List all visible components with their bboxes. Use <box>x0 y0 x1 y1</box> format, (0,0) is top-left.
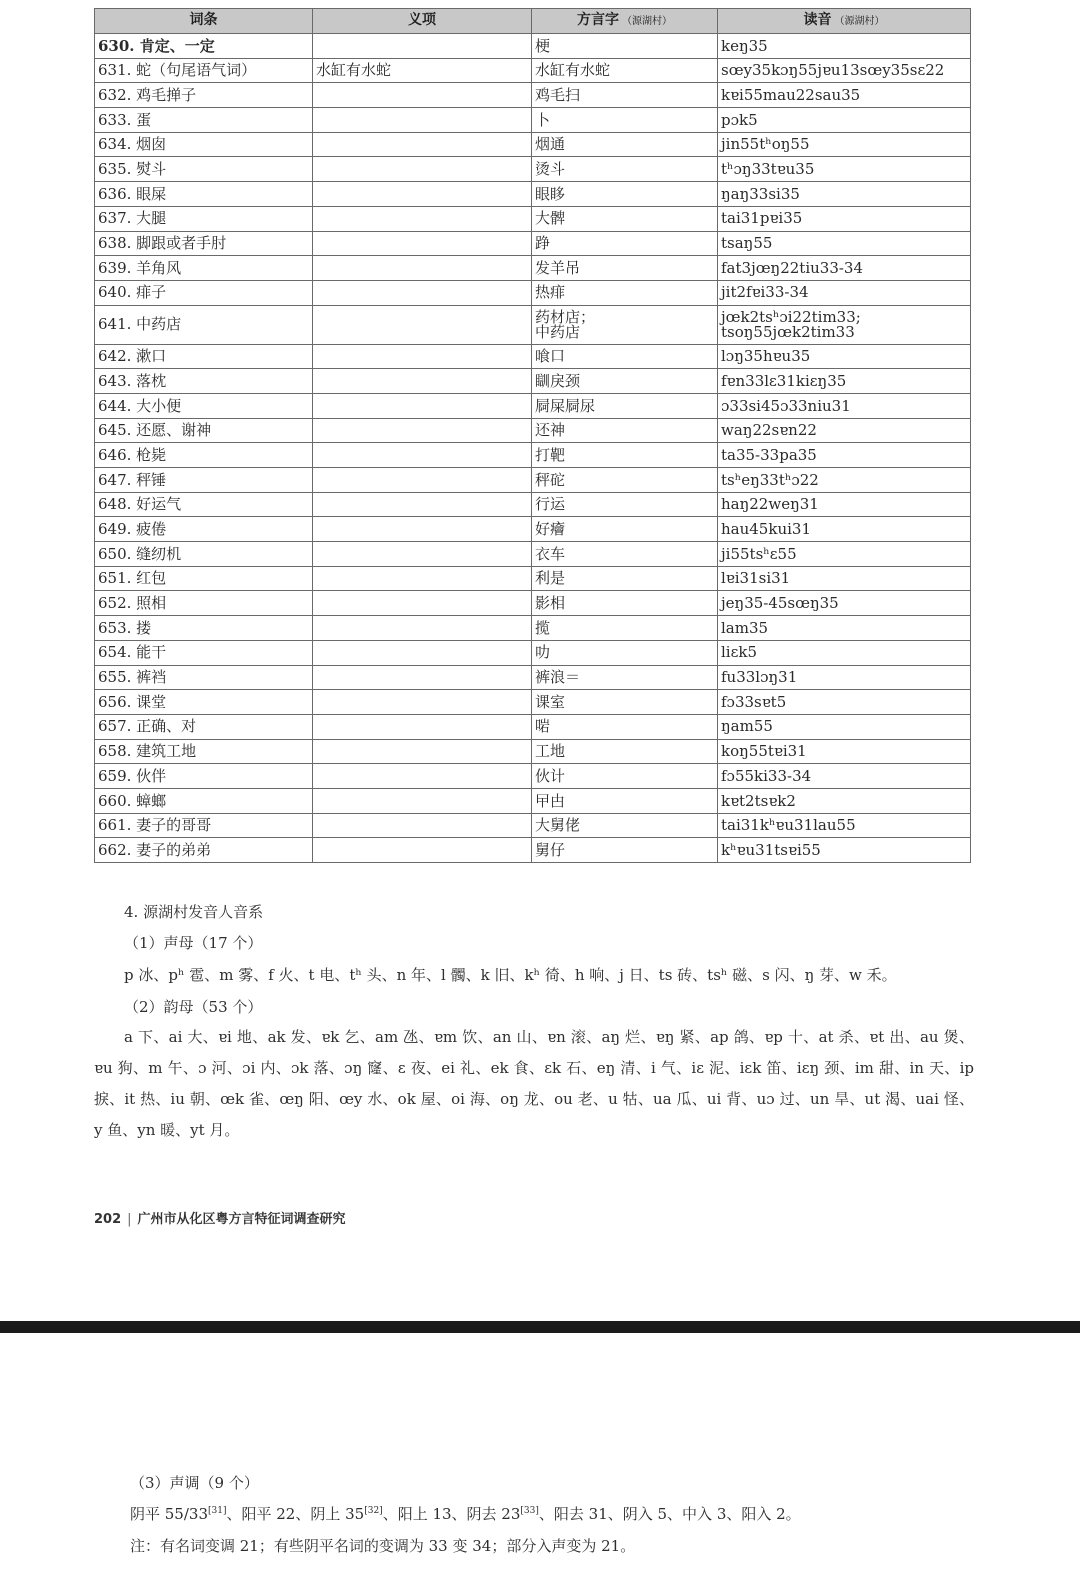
header-pronunciation-note: （源湖村） <box>834 16 885 28</box>
table-row <box>95 616 971 641</box>
cell-sense <box>313 34 532 59</box>
cell-sense <box>313 714 532 739</box>
cell-pronunciation: lɔŋ35hɐu35 <box>718 344 971 369</box>
table-row <box>95 714 971 739</box>
cell-pronunciation: lɐi31si31 <box>718 566 971 591</box>
table-row <box>95 256 971 281</box>
tones-note: 注：有名词变调 21；有些阴平名词的变调为 33 变 34；部分入声变为 21。 <box>130 1537 636 1555</box>
cell-entry: 638. 脚跟或者手肘 <box>95 231 313 256</box>
header-dialect-char-note: （源湖村） <box>622 16 672 28</box>
cell-sense <box>313 344 532 369</box>
table-row <box>95 517 971 542</box>
cell-dialect-char: 利是 <box>532 566 718 591</box>
cell-entry: 662. 妻子的弟弟 <box>95 838 313 863</box>
cell-dialect-char: 工地 <box>532 739 718 764</box>
cell-dialect-char: 还神 <box>532 418 718 443</box>
cell-entry: 639. 羊角风 <box>95 256 313 281</box>
initials-title-wrap <box>94 932 974 953</box>
cell-sense <box>313 256 532 281</box>
cell-pronunciation: tai31kʰɐu31lau55 <box>718 813 971 838</box>
cell-entry: 646. 枪毙 <box>95 443 313 468</box>
page-lower <box>0 1338 1080 1587</box>
cell-sense <box>313 231 532 256</box>
cell-sense <box>313 690 532 715</box>
cell-pronunciation: jœk2tsʰɔi22tim33; tsoŋ55jœk2tim33 <box>718 305 971 344</box>
cell-dialect-char: 踭 <box>532 231 718 256</box>
cell-entry: 648. 好运气 <box>95 492 313 517</box>
page-number: 202 <box>94 1212 122 1227</box>
cell-sense <box>313 83 532 108</box>
cell-entry: 644. 大小便 <box>95 393 313 418</box>
cell-entry: 651. 红包 <box>95 566 313 591</box>
cell-sense <box>313 443 532 468</box>
cell-entry: 630. 肯定、一定 <box>95 34 313 59</box>
table-row <box>95 739 971 764</box>
cell-sense <box>313 838 532 863</box>
cell-sense <box>313 393 532 418</box>
cell-pronunciation: ta35-33pa35 <box>718 443 971 468</box>
table-row <box>95 83 971 108</box>
table-row <box>95 788 971 813</box>
cell-entry: 634. 烟囱 <box>95 132 313 157</box>
cell-sense <box>313 182 532 207</box>
table-row <box>95 393 971 418</box>
cell-entry: 650. 缝纫机 <box>95 542 313 567</box>
cell-dialect-char: 衣车 <box>532 542 718 567</box>
cell-dialect-char: 瞓戾颈 <box>532 369 718 394</box>
table-row <box>95 157 971 182</box>
cell-dialect-char: 影相 <box>532 591 718 616</box>
table-body <box>95 34 971 863</box>
cell-dialect-char: 舅仔 <box>532 838 718 863</box>
cell-dialect-char: 秤砣 <box>532 468 718 493</box>
cell-sense <box>313 305 532 344</box>
cell-entry: 655. 裤裆 <box>95 665 313 690</box>
cell-pronunciation: koŋ55tɐi31 <box>718 739 971 764</box>
cell-pronunciation: keŋ35 <box>718 34 971 59</box>
table-row <box>95 640 971 665</box>
cell-entry: 640. 痱子 <box>95 280 313 305</box>
cell-dialect-char: 药材店； 中药店 <box>532 305 718 344</box>
cell-dialect-char: 喰口 <box>532 344 718 369</box>
cell-entry: 635. 熨斗 <box>95 157 313 182</box>
cell-pronunciation: tsaŋ55 <box>718 231 971 256</box>
table-row <box>95 443 971 468</box>
cell-dialect-char: 裤浪＝ <box>532 665 718 690</box>
table-row <box>95 305 971 344</box>
cell-sense <box>313 418 532 443</box>
table-header-row <box>95 9 971 34</box>
cell-sense <box>313 566 532 591</box>
cell-pronunciation: hau45kui31 <box>718 517 971 542</box>
cell-pronunciation: waŋ22sɐn22 <box>718 418 971 443</box>
vocabulary-table <box>94 8 971 863</box>
cell-sense <box>313 616 532 641</box>
cell-entry: 659. 伙伴 <box>95 764 313 789</box>
cell-dialect-char: 卜 <box>532 108 718 133</box>
cell-pronunciation: fɔ33sɐt5 <box>718 690 971 715</box>
table-row <box>95 492 971 517</box>
cell-sense <box>313 108 532 133</box>
cell-sense <box>313 517 532 542</box>
cell-dialect-char: 眼眵 <box>532 182 718 207</box>
cell-entry: 657. 正确、对 <box>95 714 313 739</box>
cell-entry: 660. 蟑螂 <box>95 788 313 813</box>
cell-sense <box>313 813 532 838</box>
table-row <box>95 418 971 443</box>
table-row <box>95 764 971 789</box>
book-title: 广州市从化区粤方言特征词调查研究 <box>137 1212 346 1227</box>
finals-text-wrap <box>94 1022 974 1146</box>
cell-dialect-char: 曱甴 <box>532 788 718 813</box>
header-entry: 词条 <box>95 9 313 34</box>
finals-text: a 下、ai 大、ɐi 地、ak 发、ɐk 乞、am 氹、ɐm 饮、an 山、ɐn 滚、aŋ 烂、ɐŋ 紧、ap 鸽、ɐp 十、at 杀、ɐt 出、au 煲、ɐu 狗、m 午、ɔ 河、ɔi 内、ɔk 落、ɔŋ 窿、ɛ 夜、ei 礼、ek 食、ɛk 石、eŋ 清、i 气、iɛ 泥、iɛk 笛、iɛŋ 颈、im 甜、in 天、ip 捩、it 热、iu 朝、œk 雀、œŋ 阳、œy 水、ok 屋、oi 海、oŋ 龙、ou 老、u 牯、ua 瓜、ui 背、uɔ 过、un 旱、ut 渴、uai 怪、y 鱼、yn 暖、yt 月。 <box>94 1028 974 1139</box>
cell-dialect-char: 大舅佬 <box>532 813 718 838</box>
cell-pronunciation: jit2fɐi33-34 <box>718 280 971 305</box>
cell-sense <box>313 640 532 665</box>
table-row <box>95 132 971 157</box>
cell-pronunciation: ŋam55 <box>718 714 971 739</box>
section-title: 4. 源湖村发音人音系 <box>124 903 264 921</box>
cell-dialect-char: 大髀 <box>532 206 718 231</box>
header-pronunciation: 读音 （源湖村） <box>718 9 971 34</box>
cell-entry: 654. 能干 <box>95 640 313 665</box>
cell-pronunciation: fɔ55ki33-34 <box>718 764 971 789</box>
cell-entry: 653. 搂 <box>95 616 313 641</box>
cell-pronunciation: lam35 <box>718 616 971 641</box>
cell-sense <box>313 280 532 305</box>
cell-pronunciation: liɛk5 <box>718 640 971 665</box>
cell-dialect-char: 课室 <box>532 690 718 715</box>
table-row <box>95 690 971 715</box>
cell-sense: 水缸有水蛇 <box>313 58 532 83</box>
cell-dialect-char: 水缸有水蛇 <box>532 58 718 83</box>
cell-pronunciation: tsʰeŋ33tʰɔ22 <box>718 468 971 493</box>
table-row <box>95 280 971 305</box>
cell-pronunciation: haŋ22weŋ31 <box>718 492 971 517</box>
cell-entry: 642. 漱口 <box>95 344 313 369</box>
cell-dialect-char: 热痱 <box>532 280 718 305</box>
table-row <box>95 58 971 83</box>
initials-text: p 冰、pʰ 雹、m 雾、f 火、t 电、tʰ 头、n 年、l 髑、k 旧、kʰ 徛、h 响、j 日、ts 砖、tsʰ 磁、s 闪、ŋ 芽、w 禾。 <box>124 966 897 984</box>
table-row <box>95 542 971 567</box>
table-row <box>95 206 971 231</box>
footer-separator: | <box>127 1212 132 1227</box>
cell-sense <box>313 788 532 813</box>
cell-entry: 633. 蛋 <box>95 108 313 133</box>
tones-text: 阴平 55/33[31]、阳平 22、阴上 35[32]、阳上 13、阴去 23[33]、阳去 31、阴入 5、中入 3、阳入 2。 <box>130 1505 801 1523</box>
table-row <box>95 34 971 59</box>
header-sense: 义项 <box>313 9 532 34</box>
cell-sense <box>313 468 532 493</box>
finals-title: （2）韵母（53 个） <box>124 998 263 1016</box>
section-title-wrap <box>94 901 974 922</box>
cell-dialect-char: 梗 <box>532 34 718 59</box>
cell-dialect-char: 伙计 <box>532 764 718 789</box>
cell-entry: 652. 照相 <box>95 591 313 616</box>
cell-dialect-char: 行运 <box>532 492 718 517</box>
cell-entry: 643. 落枕 <box>95 369 313 394</box>
cell-dialect-char: 发羊吊 <box>532 256 718 281</box>
table-row <box>95 108 971 133</box>
cell-pronunciation: sœy35kɔŋ55jɐu13sœy35sɛ22 <box>718 58 971 83</box>
table-row <box>95 838 971 863</box>
table-row <box>95 591 971 616</box>
cell-entry: 631. 蛇（句尾语气词） <box>95 58 313 83</box>
cell-sense <box>313 739 532 764</box>
initials-title: （1）声母（17 个） <box>124 934 263 952</box>
cell-entry: 636. 眼屎 <box>95 182 313 207</box>
page-divider <box>0 1321 1080 1333</box>
cell-entry: 658. 建筑工地 <box>95 739 313 764</box>
cell-pronunciation: fu33lɔŋ31 <box>718 665 971 690</box>
cell-sense <box>313 591 532 616</box>
cell-pronunciation: kɐt2tsɐk2 <box>718 788 971 813</box>
table-row <box>95 468 971 493</box>
cell-sense <box>313 132 532 157</box>
cell-entry: 645. 还愿、谢神 <box>95 418 313 443</box>
finals-title-wrap <box>94 996 974 1017</box>
cell-dialect-char: 揽 <box>532 616 718 641</box>
initials-text-wrap <box>94 964 974 985</box>
cell-entry: 661. 妻子的哥哥 <box>95 813 313 838</box>
cell-pronunciation: fɐn33lɛ31kiɛŋ35 <box>718 369 971 394</box>
cell-pronunciation: fat3jœŋ22tiu33-34 <box>718 256 971 281</box>
cell-pronunciation: pɔk5 <box>718 108 971 133</box>
cell-dialect-char: 好癐 <box>532 517 718 542</box>
cell-dialect-char: 鸡毛扫 <box>532 83 718 108</box>
cell-dialect-char: 叻 <box>532 640 718 665</box>
cell-pronunciation: jeŋ35-45sœŋ35 <box>718 591 971 616</box>
table-row <box>95 369 971 394</box>
cell-sense <box>313 764 532 789</box>
cell-sense <box>313 542 532 567</box>
cell-dialect-char: 烫斗 <box>532 157 718 182</box>
tones-title: （3）声调（9 个） <box>130 1474 259 1492</box>
cell-pronunciation: ji55tsʰɛ55 <box>718 542 971 567</box>
table-row <box>95 813 971 838</box>
cell-dialect-char: 啱 <box>532 714 718 739</box>
cell-pronunciation: tʰɔŋ33tɐu35 <box>718 157 971 182</box>
cell-pronunciation: tai31pɐi35 <box>718 206 971 231</box>
cell-dialect-char: 屙屎屙尿 <box>532 393 718 418</box>
cell-pronunciation: jin55tʰoŋ55 <box>718 132 971 157</box>
table-row <box>95 182 971 207</box>
table-row <box>95 344 971 369</box>
cell-entry: 632. 鸡毛掸子 <box>95 83 313 108</box>
cell-sense <box>313 157 532 182</box>
cell-entry: 656. 课堂 <box>95 690 313 715</box>
cell-entry: 647. 秤锤 <box>95 468 313 493</box>
cell-pronunciation: ŋaŋ33si35 <box>718 182 971 207</box>
cell-sense <box>313 206 532 231</box>
cell-pronunciation: kʰɐu31tsɐi55 <box>718 838 971 863</box>
cell-sense <box>313 492 532 517</box>
table-row <box>95 566 971 591</box>
cell-pronunciation: kɐi55mau22sau35 <box>718 83 971 108</box>
table-row <box>95 231 971 256</box>
cell-sense <box>313 665 532 690</box>
cell-sense <box>313 369 532 394</box>
page-footer <box>94 1208 346 1227</box>
header-dialect-char: 方言字 （源湖村） <box>532 9 718 34</box>
cell-entry: 649. 疲倦 <box>95 517 313 542</box>
cell-entry: 641. 中药店 <box>95 305 313 344</box>
cell-dialect-char: 烟通 <box>532 132 718 157</box>
cell-pronunciation: ɔ33si45ɔ33niu31 <box>718 393 971 418</box>
table-row <box>95 665 971 690</box>
cell-dialect-char: 打靶 <box>532 443 718 468</box>
cell-entry: 637. 大腿 <box>95 206 313 231</box>
